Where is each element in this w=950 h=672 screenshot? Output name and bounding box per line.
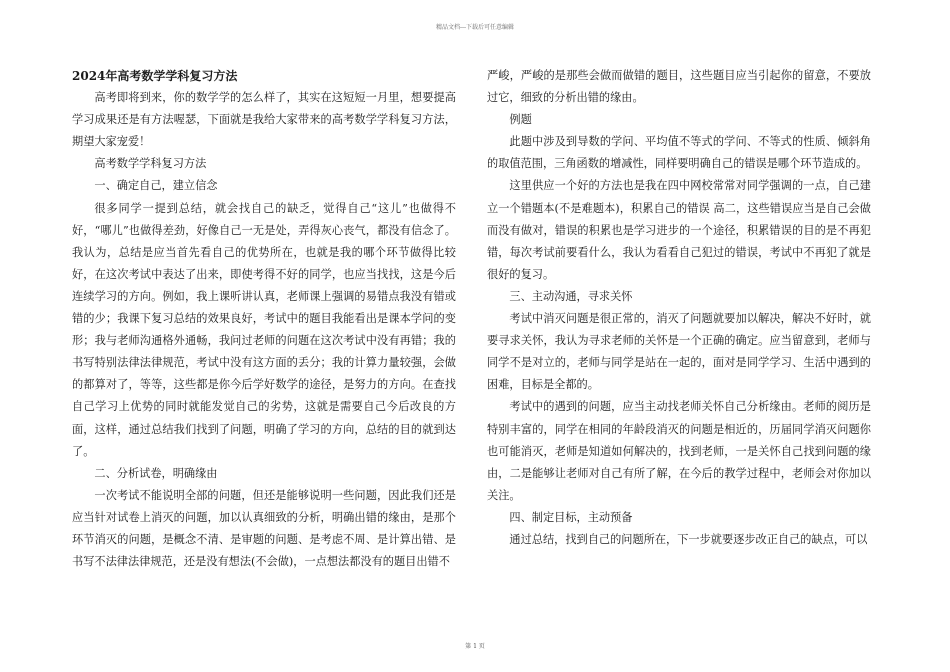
document-title: 2024年高考数学学科复习方法 — [72, 69, 238, 83]
right-column — [487, 65, 871, 551]
section-heading: 例题 — [509, 113, 532, 127]
paragraph: 考试中的遇到的问题，应当主动找老师关怀自己分析缘由。老师的阅历是特别丰富的，同学在相同的年龄段消灭的问题是相近的，历届同学消灭问题你也可能消灭，老师是知道如何解决的，找到老师，一是关怀自己找到问题的缘由，二是能够让老师对自己有所了解，在今后的教学过程中，老师会对你加以关注。 — [487, 400, 871, 502]
section-heading: 二、分析试卷，明确缘由 — [94, 466, 218, 480]
section-heading: 高考数学学科复习方法 — [94, 157, 207, 171]
paragraph: 通过总结，找到自己的问题所在，下一步就要逐步改正自己的缺点，可以 — [509, 532, 868, 546]
paragraph: 考试中消灭问题是很正常的，消灭了问题就要加以解决，解决不好时，就要寻求关怀，我认为寻求老师的关怀是一个正确的确定。应当留意到，老师与同学不是对立的，老师与同学是站在一起的，面对是同学学习、生活中遇到的困难，目标是全都的。 — [487, 312, 871, 392]
section-heading: 一、确定自己，建立信念 — [94, 179, 218, 193]
paragraph: 这里供应一个好的方法也是我在四中网校常常对同学强调的一点，自己建立一个错题本(不是难题本)，积累自己的错误 高二，这些错误应当是自己会做而没有做对，错误的积累也是学习进步的一个途径，积累错误的目的是不再犯错，每次考试前要看什么，我认为看看自己犯过的错误，考试中不再犯了就是很好的复习。 — [487, 179, 871, 281]
page-number: 第 1 页 — [465, 643, 485, 650]
paragraph: 高考即将到来，你的数学学的怎么样了，其实在这短短一月里，想要提高学习成果还是有方法喔瑟，下面就是我给大家带来的高考数学学科复习方法，期望大家宠爱！ — [72, 91, 456, 149]
left-column — [72, 65, 456, 573]
paragraph: 一次考试不能说明全部的问题，但还是能够说明一些问题，因此我们还是应当针对试卷上消灭的问题，加以认真细致的分析，明确出错的缘由，是那个环节消灭的问题，是概念不清、是审题的问题、是考虑不周、是计算出错、是书写不法律法律规范，还是没有想法(不会做)，一点想法都没有的题目出错不 — [72, 488, 456, 569]
paragraph: 严峻，严峻的是那些会做而做错的题目，这些题目应当引起你的留意，不要放过它，细致的分析出错的缘由。 — [487, 69, 871, 105]
section-heading: 三、主动沟通，寻求关怀 — [509, 289, 633, 303]
page-header: 精品文档---下载后可任意编辑 — [435, 24, 515, 31]
paragraph: 很多同学一提到总结，就会找自己的缺乏，觉得自己“这儿”也做得不好，“哪儿”也做得差劲，好像自己一无是处，弄得灰心丧气，都没有信念了。我认为，总结是应当首先看自己的优势所在，也就是我的哪个环节做得比较好，在这次考试中表达了出来，即使考得不好的同学，也应当找找，这是今后连续学习的方向。例如，我上课听讲认真，老师课上强调的易错点我没有错或错的少；我课下复习总结的效果良好，考试中的题目我能看出是课本学问的变形；我与老师沟通格外通畅，我问过老师的问题在这次考试中没有再错；我的书写特别法律法律规范，考试中没有这方面的丢分；我的计算力量较强，会做的都算对了，等等，这些都是你今后学好数学的途径，是努力的方向。在查找自己学习上优势的同时就能发觉自己的劣势，这就是需要自己今后改良的方面，这样，通过总结我们找到了问题，明确了学习的方向，总结的目的就到达了。 — [72, 201, 456, 458]
section-heading: 四、制定目标，主动预备 — [509, 510, 633, 524]
paragraph: 此题中涉及到导数的学问、平均值不等式的学问、不等式的性质、倾斜角的取值范围，三角函数的增减性，同样要明确自己的错误是哪个环节造成的。 — [487, 135, 871, 171]
